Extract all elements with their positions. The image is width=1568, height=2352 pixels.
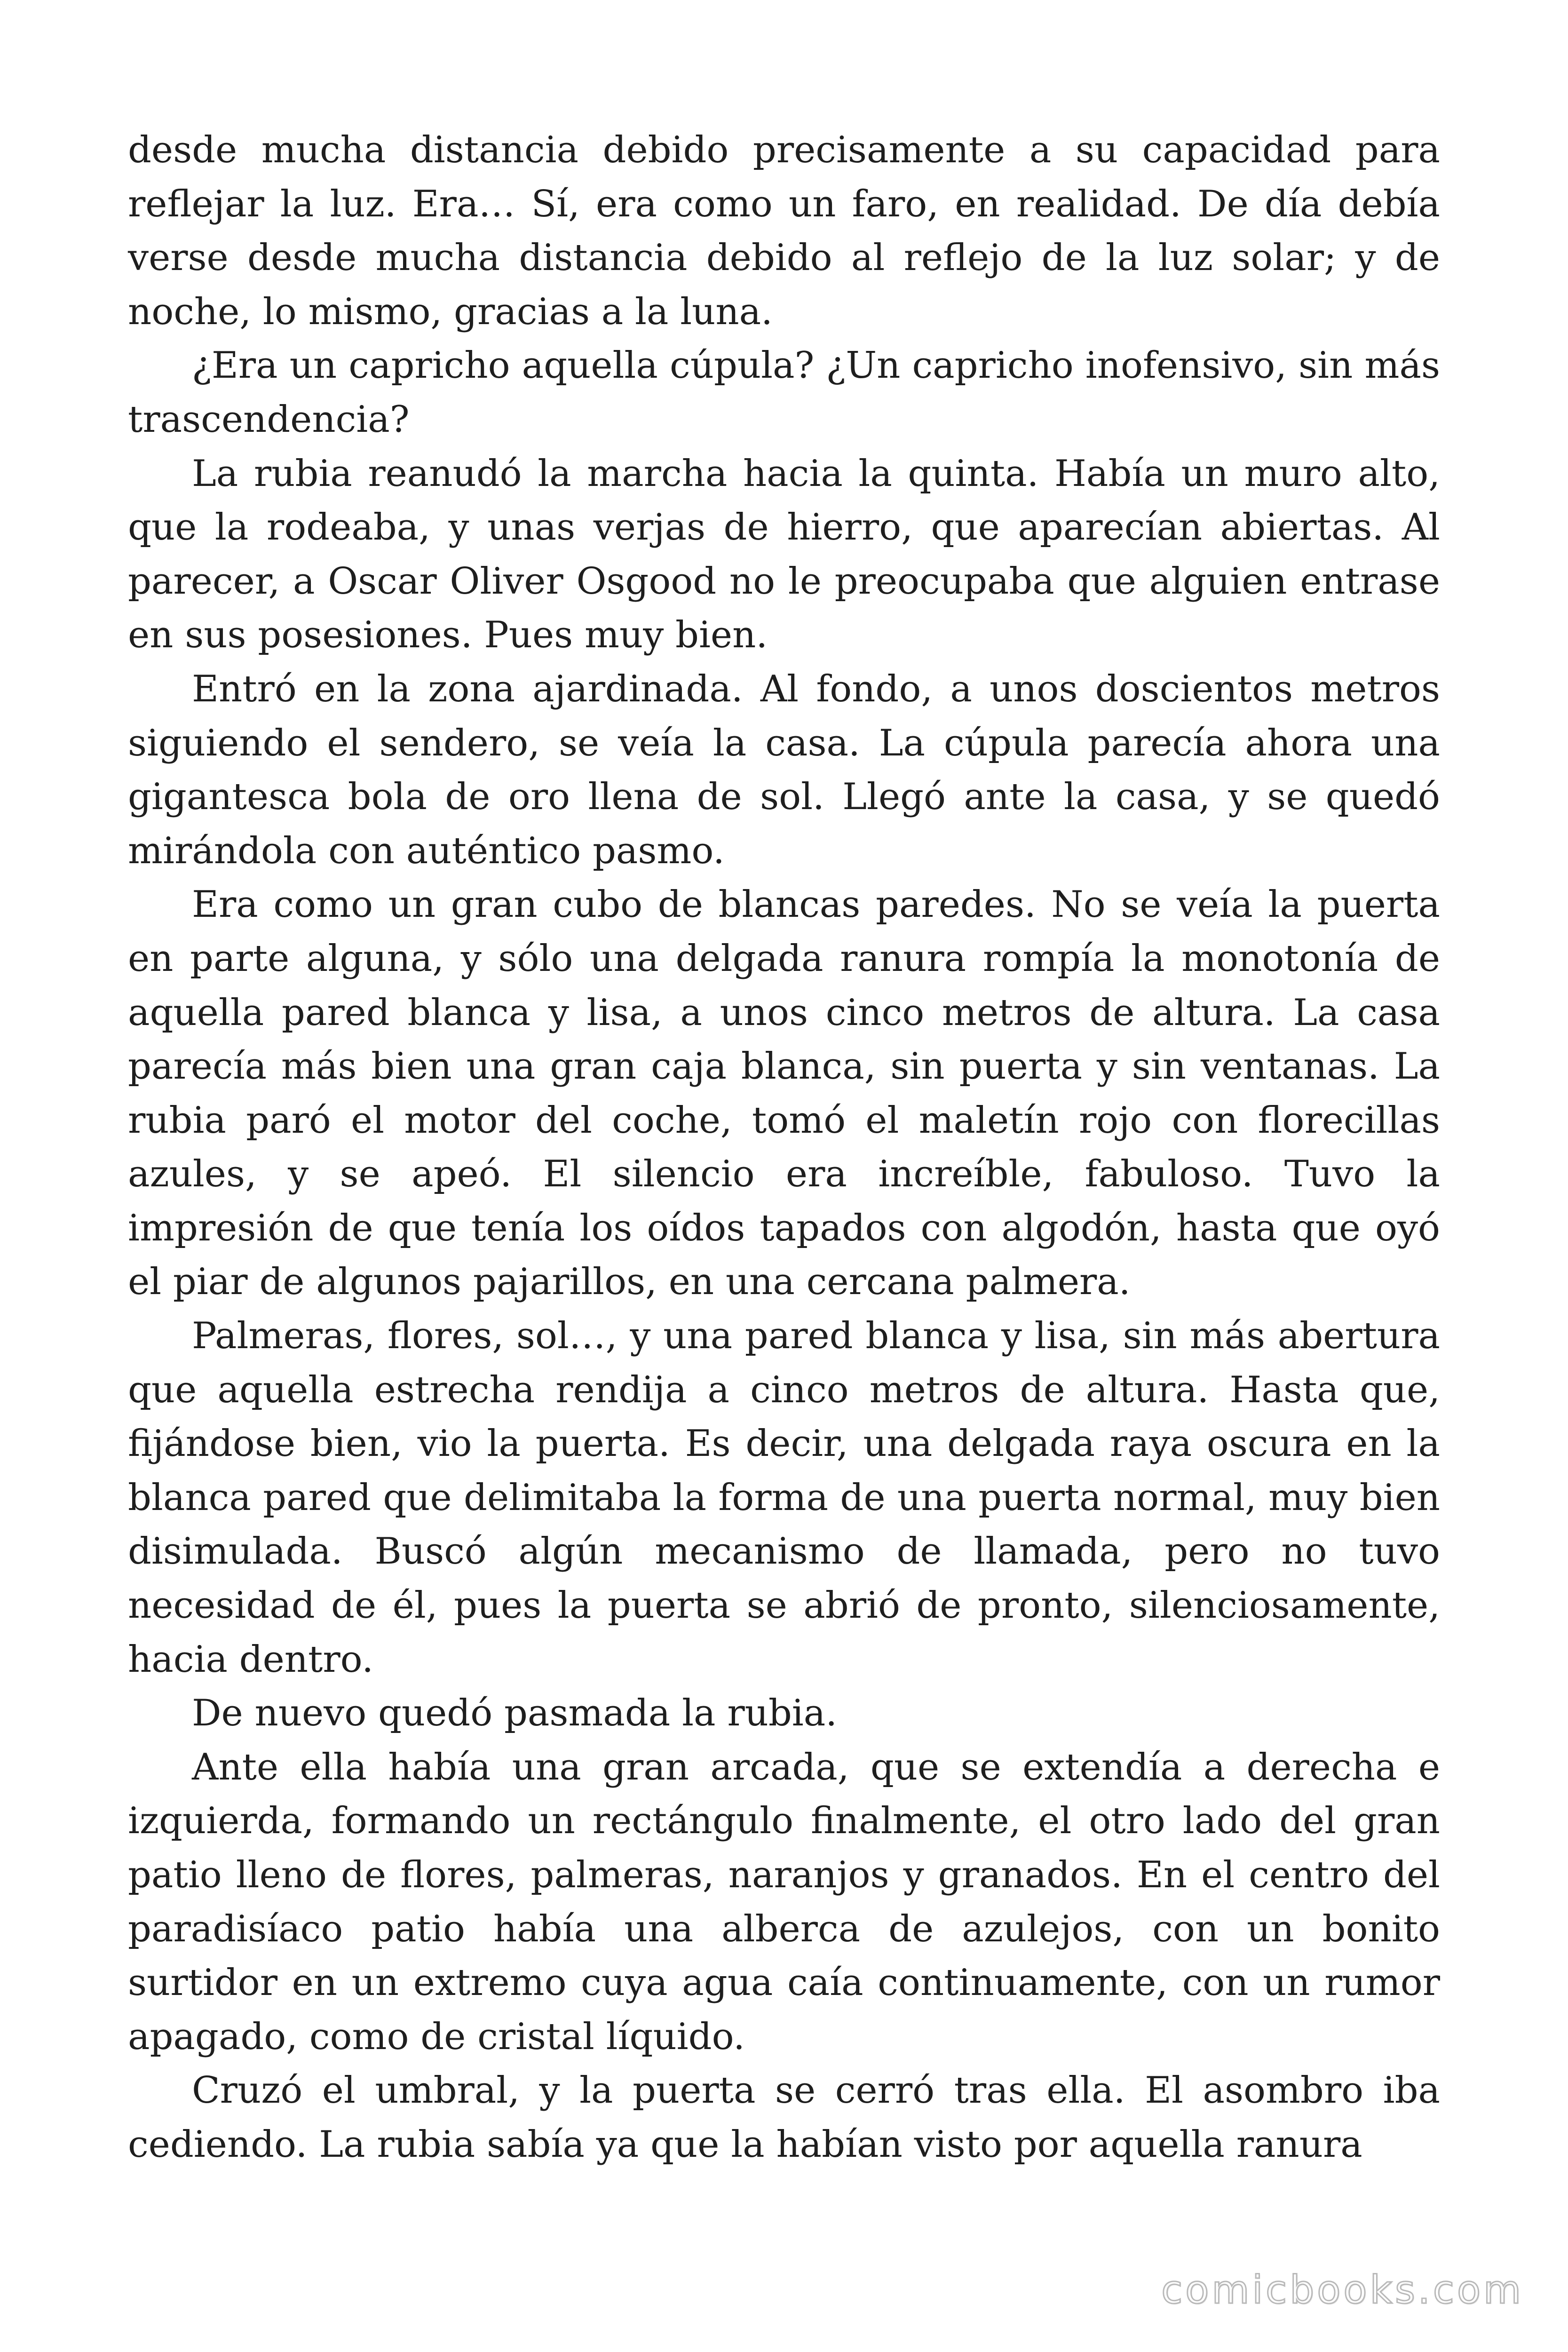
paragraph-7: De nuevo quedó pasmada la rubia. (192, 1692, 838, 1735)
paragraph-2: ¿Era un capricho aquella cúpula? ¿Un capricho inofensivo, sin más trascendencia? (128, 344, 1440, 441)
paragraph-1: desde mucha distancia debido precisamente a su capacidad para reflejar la luz. Era… Sí, era como un faro, en realidad. De día debía verse desde mucha distancia debido al reflejo de la luz solar; y de noche, lo mismo, gracias a la luna. (128, 129, 1440, 333)
watermark: comicbooks.com (1161, 2268, 1524, 2312)
paragraph-9: Cruzó el umbral, y la puerta se cerró tras ella. El asombro iba cediendo. La rubia sabía ya que la habían visto por aquella ranura (128, 2069, 1440, 2166)
page-text (128, 123, 1440, 2172)
paragraph-6: Palmeras, flores, sol…, y una pared blanca y lisa, sin más abertura que aquella estrecha rendija a cinco metros de altura. Hasta que, fijándose bien, vio la puerta. Es decir, una delgada raya oscura en la blanca pared que delimitaba la forma de una puerta normal, muy bien disimulada. Buscó algún mecanismo de llamada, pero no tuvo necesidad de él, pues la puerta se abrió de pronto, silenciosamente, hacia dentro. (128, 1315, 1440, 1681)
paragraph-8: Ante ella había una gran arcada, que se extendía a derecha e izquierda, formando un rectángulo finalmente, el otro lado del gran patio lleno de flores, palmeras, naranjos y granados. En el centro del paradisíaco patio había una alberca de azulejos, con un bonito surtidor en un extremo cuya agua caía continuamente, con un rumor apagado, como de cristal líquido. (128, 1746, 1440, 2058)
paragraph-3: La rubia reanudó la marcha hacia la quinta. Había un muro alto, que la rodeaba, y unas verjas de hierro, que aparecían abiertas. Al parecer, a Oscar Oliver Osgood no le preocupaba que alguien entrase en sus posesiones. Pues muy bien. (128, 452, 1440, 657)
paragraph-5: Era como un gran cubo de blancas paredes. No se veía la puerta en parte alguna, y sólo una delgada ranura rompía la monotonía de aquella pared blanca y lisa, a unos cinco metros de altura. La casa parecía más bien una gran caja blanca, sin puerta y sin ventanas. La rubia paró el motor del coche, tomó el maletín rojo con florecillas azules, y se apeó. El silencio era increíble, fabuloso. Tuvo la impresión de que tenía los oídos tapados con algodón, hasta que oyó el piar de algunos pajarillos, en una cercana palmera. (128, 883, 1440, 1303)
paragraph-4: Entró en la zona ajardinada. Al fondo, a unos doscientos metros siguiendo el sendero, se veía la casa. La cúpula parecía ahora una gigantesca bola de oro llena de sol. Llegó ante la casa, y se quedó mirándola con auténtico pasmo. (128, 667, 1440, 872)
